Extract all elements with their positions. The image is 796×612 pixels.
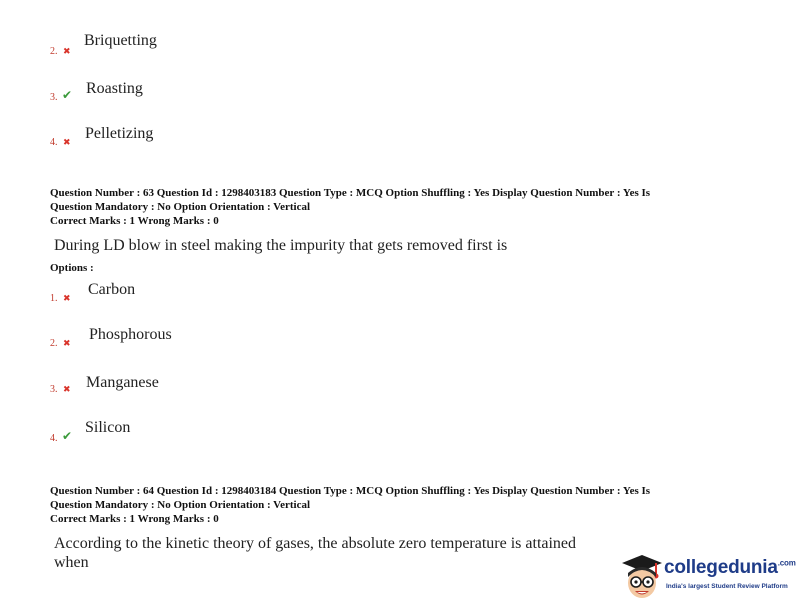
question-63-text: During LD blow in steel making the impurity that gets removed first is	[54, 237, 508, 254]
cross-mark-icon: ✖	[63, 46, 71, 56]
meta-line: Question Mandatory : No Option Orientation : Vertical	[50, 499, 311, 511]
option-number: 4.	[50, 137, 58, 148]
option-text: Phosphorous	[89, 326, 172, 343]
option-number: 2.	[50, 46, 58, 57]
meta-line: Question Number : 63 Question Id : 1298403183 Question Type : MCQ Option Shuffling : Yes Display Question Number : Yes Is	[50, 187, 651, 199]
brand-tagline: India's largest Student Review Platform	[666, 583, 788, 590]
option-text: Pelletizing	[85, 125, 154, 142]
question-64-meta	[50, 484, 650, 526]
question-line: when	[54, 554, 89, 571]
option-number: 3.	[50, 384, 58, 395]
option-number: 4.	[50, 433, 58, 444]
check-mark-icon: ✔	[62, 429, 73, 443]
collegedunia-logo	[620, 551, 796, 603]
cross-mark-icon: ✖	[63, 137, 71, 147]
check-mark-icon: ✔	[62, 88, 73, 102]
cross-mark-icon: ✖	[63, 338, 71, 348]
option-text: Silicon	[85, 419, 131, 436]
option-number: 3.	[50, 92, 58, 103]
option-text: Briquetting	[84, 32, 157, 49]
mascot-face-icon	[620, 551, 664, 603]
meta-line: Question Number : 64 Question Id : 1298403184 Question Type : MCQ Option Shuffling : Yes Display Question Number : Yes Is	[50, 485, 651, 497]
question-line: According to the kinetic theory of gases, the absolute zero temperature is attained	[54, 535, 577, 552]
meta-line: Question Mandatory : No Option Orientation : Vertical	[50, 201, 311, 213]
options-label: Options :	[50, 262, 94, 274]
question-63-meta	[50, 186, 650, 228]
option-text: Carbon	[88, 281, 136, 298]
option-number: 2.	[50, 338, 58, 349]
question-64-text	[54, 534, 576, 572]
option-text: Roasting	[86, 80, 143, 97]
cross-mark-icon: ✖	[63, 384, 71, 394]
marks-line: Correct Marks : 1 Wrong Marks : 0	[50, 513, 219, 525]
option-number: 1.	[50, 293, 58, 304]
option-text: Manganese	[86, 374, 159, 391]
brand-name: collegedunia$^{.com}$	[664, 557, 796, 578]
cross-mark-icon: ✖	[63, 293, 71, 303]
marks-line: Correct Marks : 1 Wrong Marks : 0	[50, 215, 219, 227]
